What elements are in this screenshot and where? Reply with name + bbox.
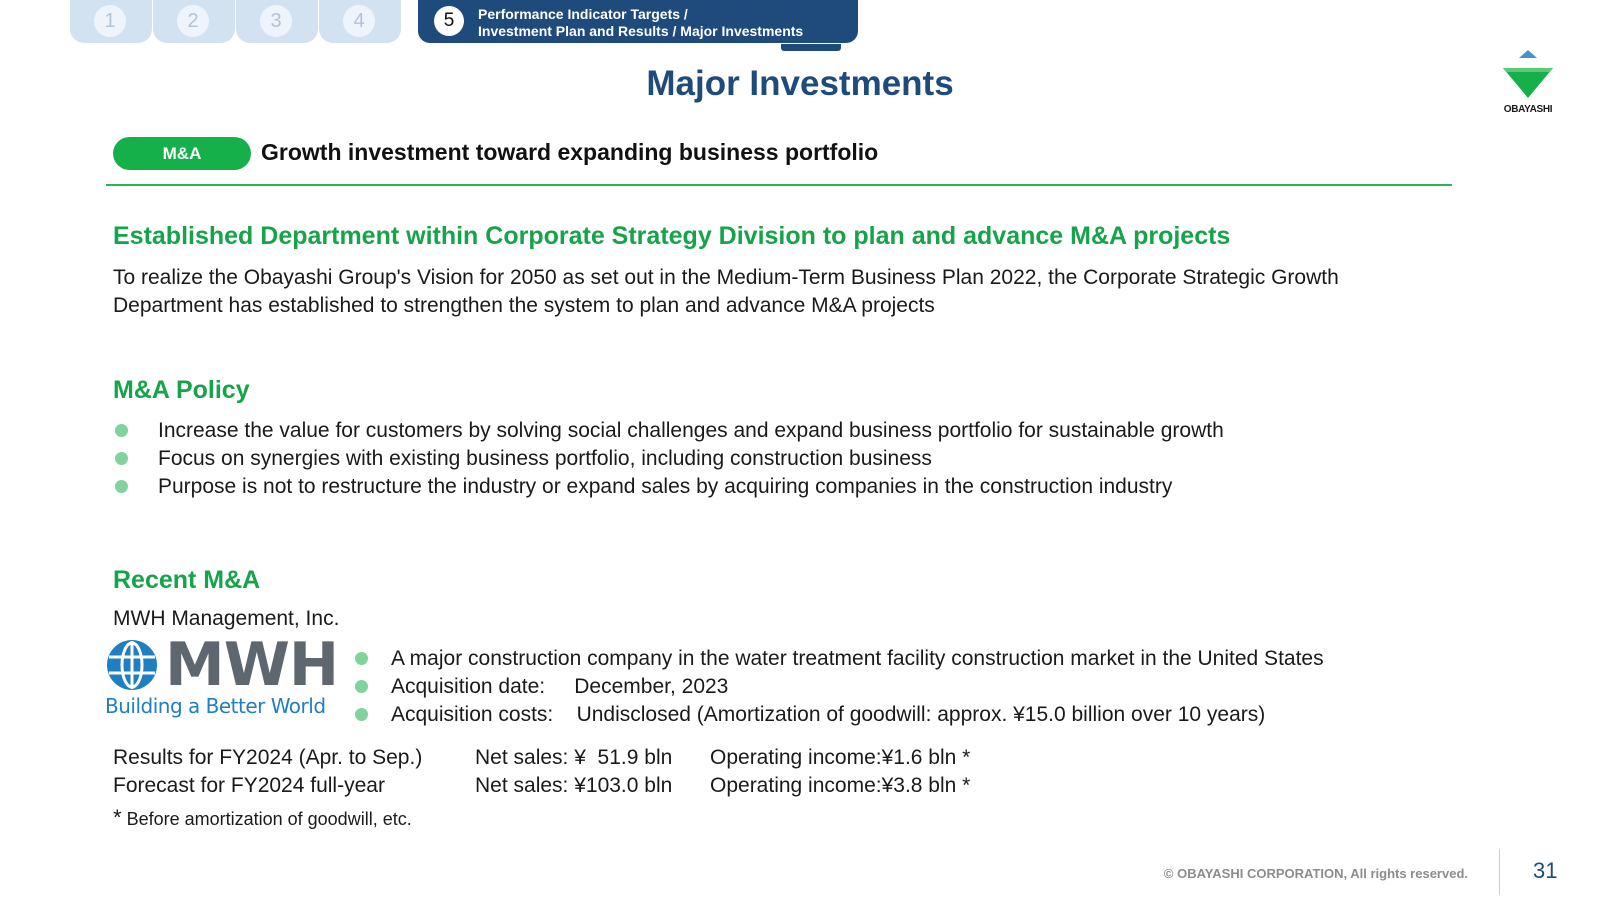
results-label: Results for FY2024 (Apr. to Sep.) bbox=[113, 746, 423, 769]
bullet-dot bbox=[355, 652, 368, 665]
page-title: Major Investments bbox=[646, 64, 954, 103]
nav-tab-4[interactable] bbox=[319, 0, 401, 43]
mwh-fact-text: Acquisition date: December, 2023 bbox=[391, 675, 729, 698]
policy-item-text: Purpose is not to restructure the industry or expand sales by acquiring companies in the construction industry bbox=[158, 475, 1173, 498]
active-tab-indicator bbox=[781, 44, 841, 51]
footnote bbox=[113, 805, 412, 831]
policy-item-text: Increase the value for customers by solving social challenges and expand business portfolio for sustainable growth bbox=[158, 419, 1224, 442]
copyright: © OBAYASHI CORPORATION, All rights reserved. bbox=[1163, 866, 1468, 881]
mwh-fact bbox=[355, 645, 1324, 673]
mwh-logo bbox=[105, 630, 339, 722]
recent-heading: Recent M&A bbox=[113, 566, 261, 594]
company-name: MWH Management, Inc. bbox=[113, 607, 340, 630]
ma-badge: M&A bbox=[113, 137, 251, 170]
results-income: Operating income:¥1.6 bln * bbox=[710, 746, 971, 769]
nav-tab-number: 2 bbox=[177, 5, 209, 37]
bullet-dot bbox=[355, 680, 368, 693]
policy-list bbox=[113, 417, 1224, 501]
globe-icon bbox=[105, 638, 159, 692]
department-description bbox=[113, 264, 1339, 320]
page-number: 31 bbox=[1533, 858, 1558, 883]
mwh-fact bbox=[355, 673, 1324, 701]
footnote-mark: * bbox=[113, 805, 122, 830]
policy-item bbox=[113, 445, 1224, 473]
policy-item-text: Focus on synergies with existing business portfolio, including construction business bbox=[158, 447, 932, 470]
nav-tab-2[interactable] bbox=[153, 0, 235, 43]
mwh-fact bbox=[355, 701, 1324, 729]
nav-tab-label-line1: Performance Indicator Targets / bbox=[478, 6, 688, 22]
section-heading: Growth investment toward expanding business portfolio bbox=[261, 139, 879, 165]
bullet-dot bbox=[115, 424, 128, 437]
department-line-1: To realize the Obayashi Group's Vision for 2050 as set out in the Medium-Term Business Plan 2022, the Corporate Strategic Growth bbox=[113, 266, 1339, 289]
logo-text: OBAYASHI bbox=[1503, 104, 1553, 115]
bullet-dot bbox=[115, 480, 128, 493]
nav-tab-number: 5 bbox=[434, 6, 464, 36]
department-line-2: Department has established to strengthen the system to plan and advance M&A projects bbox=[113, 294, 935, 317]
nav-tab-label-line2: Investment Plan and Results / Major Investments bbox=[478, 23, 804, 39]
footnote-text: Before amortization of goodwill, etc. bbox=[121, 809, 412, 829]
mwh-fact-text: Acquisition costs: Undisclosed (Amortization of goodwill: approx. ¥15.0 billion over 10 years) bbox=[391, 703, 1266, 726]
footer-separator bbox=[1499, 849, 1500, 895]
results-income: Operating income:¥3.8 bln * bbox=[710, 774, 971, 797]
policy-heading: M&A Policy bbox=[113, 376, 250, 404]
results-sales: Net sales: ¥ 51.9 bln bbox=[475, 746, 673, 769]
mwh-logo-tagline: Building a Better World bbox=[105, 694, 326, 718]
nav-tab-number: 3 bbox=[260, 5, 292, 37]
nav-tab-label bbox=[478, 6, 803, 40]
mwh-fact-text: A major construction company in the water treatment facility construction market in the United States bbox=[391, 647, 1324, 670]
bullet-dot bbox=[355, 708, 368, 721]
mwh-logo-word: MWH bbox=[165, 630, 339, 700]
policy-item bbox=[113, 473, 1224, 501]
results-sales: Net sales: ¥103.0 bln bbox=[475, 774, 673, 797]
bullet-dot bbox=[115, 452, 128, 465]
mwh-facts-list bbox=[355, 645, 1324, 729]
nav-tab-5-active[interactable] bbox=[418, 0, 858, 43]
nav-tab-number: 1 bbox=[94, 5, 126, 37]
results-label: Forecast for FY2024 full-year bbox=[113, 774, 385, 797]
policy-item bbox=[113, 417, 1224, 445]
nav-tab-3[interactable] bbox=[236, 0, 318, 43]
section-divider bbox=[106, 184, 1452, 186]
nav-tab-number: 4 bbox=[343, 5, 375, 37]
department-heading: Established Department within Corporate Strategy Division to plan and advance M&A projects bbox=[113, 222, 1231, 250]
nav-tab-1[interactable] bbox=[70, 0, 152, 43]
